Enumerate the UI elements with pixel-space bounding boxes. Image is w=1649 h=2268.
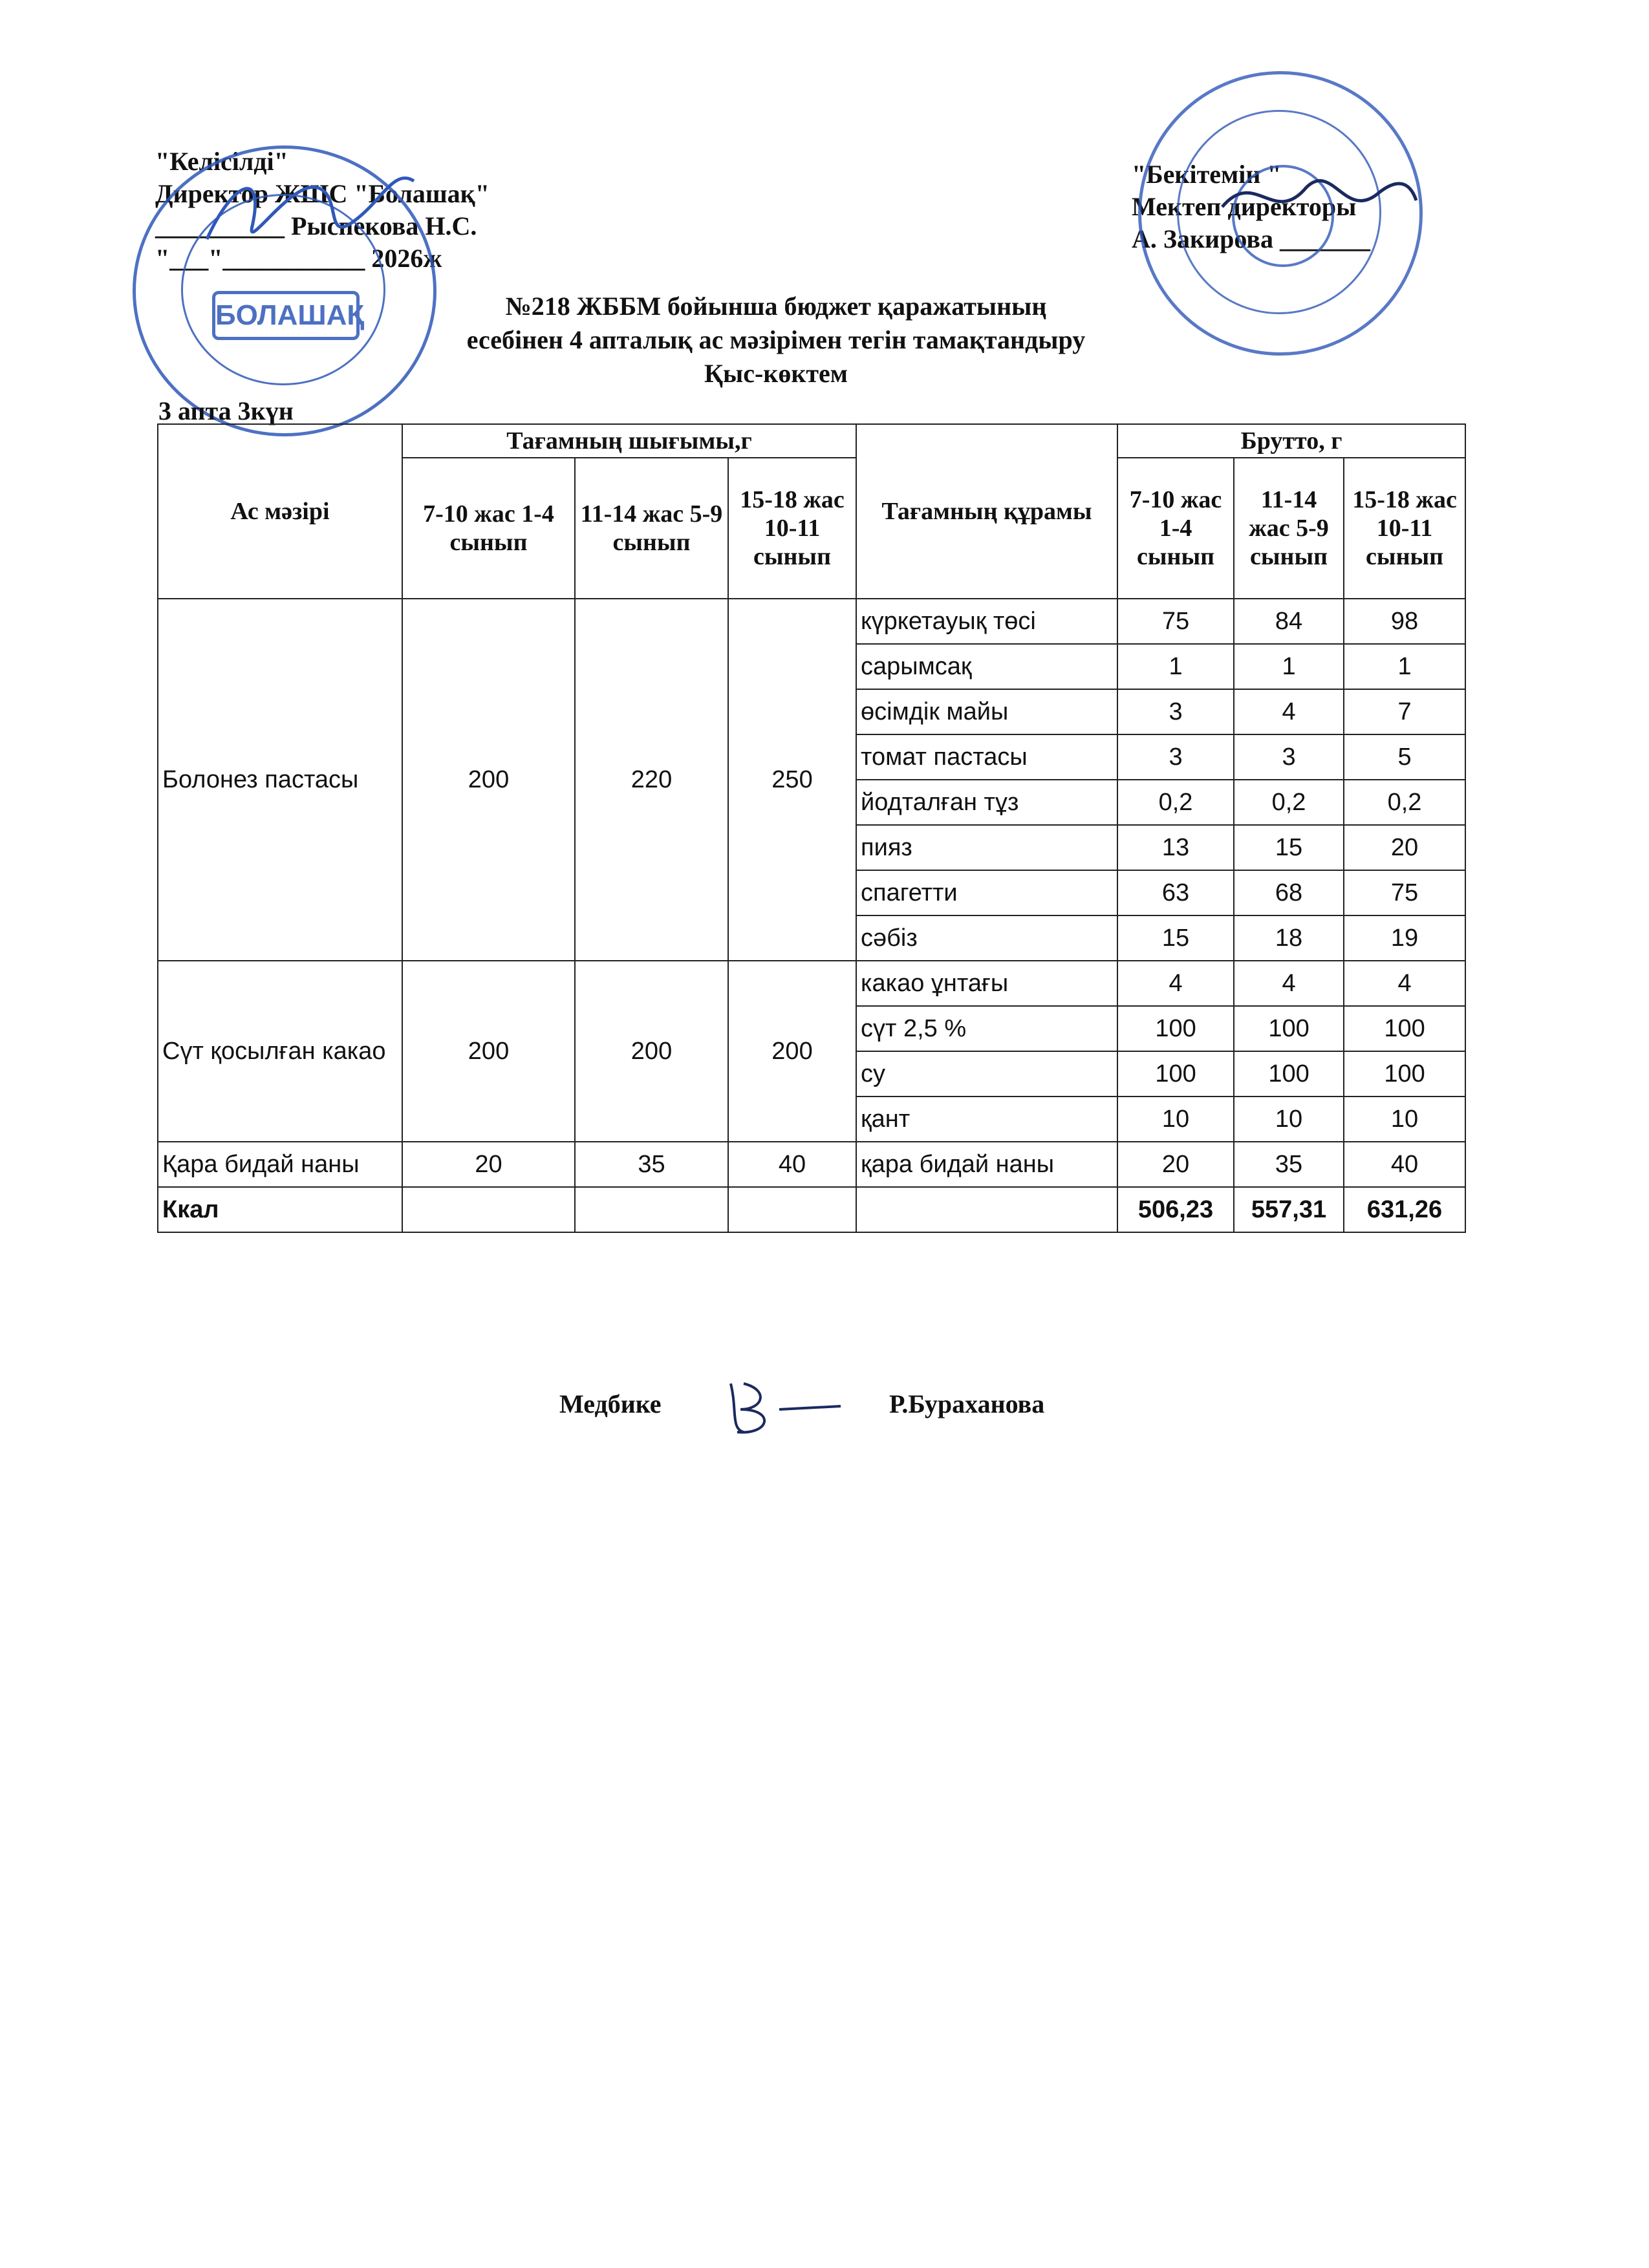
- dish-output-age2: 35: [575, 1142, 728, 1187]
- ingredient-row: [158, 599, 1465, 644]
- director-name: __________ Рыспекова Н.С.: [155, 211, 477, 241]
- dish-output-age1: 20: [402, 1142, 575, 1187]
- ingredient-brutto-age2: 100: [1234, 1006, 1344, 1051]
- header-brutto-age3: 15-18 жас 10-11 сынып: [1344, 458, 1465, 599]
- ingredient-name: йодталған тұз: [856, 780, 1117, 825]
- ingredient-brutto-age3: 75: [1344, 870, 1465, 915]
- ingredient-brutto-age1: 13: [1117, 825, 1234, 870]
- ingredient-brutto-age1: 20: [1117, 1142, 1234, 1187]
- ingredient-brutto-age2: 100: [1234, 1051, 1344, 1097]
- dish-output-age2: 220: [575, 599, 728, 961]
- dish-output-age3: 250: [728, 599, 856, 961]
- ingredient-brutto-age2: 15: [1234, 825, 1344, 870]
- ingredient-brutto-age2: 84: [1234, 599, 1344, 644]
- ingredient-brutto-age2: 10: [1234, 1097, 1344, 1142]
- approve-label: "Бекітемін ": [1132, 160, 1282, 189]
- kcal-empty-cell: [856, 1187, 1117, 1232]
- ingredient-brutto-age1: 100: [1117, 1051, 1234, 1097]
- ingredient-brutto-age1: 4: [1117, 961, 1234, 1006]
- ingredient-brutto-age3: 1: [1344, 644, 1465, 689]
- ingredient-name: өсімдік майы: [856, 689, 1117, 734]
- kcal-empty-cell: [728, 1187, 856, 1232]
- dish-name: Қара бидай наны: [158, 1142, 402, 1187]
- ingredient-brutto-age3: 98: [1344, 599, 1465, 644]
- nurse-signature: [718, 1371, 847, 1442]
- ingredient-brutto-age3: 100: [1344, 1006, 1465, 1051]
- ingredient-brutto-age2: 4: [1234, 689, 1344, 734]
- ingredient-name: қант: [856, 1097, 1117, 1142]
- menu-table: [157, 423, 1466, 1233]
- ingredient-name: су: [856, 1051, 1117, 1097]
- dish-name: Болонез пастасы: [158, 599, 402, 961]
- ingredient-name: пияз: [856, 825, 1117, 870]
- dish-output-age3: 40: [728, 1142, 856, 1187]
- kcal-value-age3: 631,26: [1344, 1187, 1465, 1232]
- approval-date: "___"___________ 2026ж: [155, 244, 442, 273]
- week-day-label: 3 апта 3күн: [158, 396, 294, 425]
- header-output-age2: 11-14 жас 5-9 сынып: [575, 458, 728, 599]
- document-title: [362, 290, 1190, 390]
- ingredient-brutto-age3: 4: [1344, 961, 1465, 1006]
- ingredient-brutto-age2: 18: [1234, 915, 1344, 961]
- ingredient-brutto-age2: 35: [1234, 1142, 1344, 1187]
- ingredient-brutto-age1: 1: [1117, 644, 1234, 689]
- ingredient-name: күркетауық төсі: [856, 599, 1117, 644]
- header-menu: Ас мәзірі: [158, 424, 402, 599]
- school-director-title: Мектеп директоры: [1132, 192, 1357, 221]
- ingredient-brutto-age3: 100: [1344, 1051, 1465, 1097]
- nurse-label: Медбике: [559, 1389, 662, 1418]
- ingredient-brutto-age3: 5: [1344, 734, 1465, 780]
- ingredient-row: [158, 1142, 1465, 1187]
- header-brutto-group: Брутто, г: [1117, 424, 1465, 458]
- header-composition: Тағамның құрамы: [856, 424, 1117, 599]
- school-director-name: А. Закирова _______: [1132, 224, 1370, 253]
- ingredient-name: қара бидай наны: [856, 1142, 1117, 1187]
- menu-table-body: [158, 599, 1465, 1187]
- ingredient-name: сүт 2,5 %: [856, 1006, 1117, 1051]
- ingredient-name: сәбіз: [856, 915, 1117, 961]
- ingredient-brutto-age3: 0,2: [1344, 780, 1465, 825]
- ingredient-brutto-age1: 10: [1117, 1097, 1234, 1142]
- title-line-3: Қыс-көктем: [704, 359, 848, 388]
- ingredient-brutto-age1: 15: [1117, 915, 1234, 961]
- header-brutto-age1: 7-10 жас 1-4 сынып: [1117, 458, 1234, 599]
- nurse-name: Р.Бураханова: [889, 1389, 1045, 1418]
- kcal-value-age2: 557,31: [1234, 1187, 1344, 1232]
- ingredient-brutto-age2: 68: [1234, 870, 1344, 915]
- dish-output-age3: 200: [728, 961, 856, 1142]
- kcal-empty-cell: [575, 1187, 728, 1232]
- header-brutto-age2: 11-14 жас 5-9 сынып: [1234, 458, 1344, 599]
- ingredient-brutto-age3: 7: [1344, 689, 1465, 734]
- ingredient-brutto-age2: 0,2: [1234, 780, 1344, 825]
- ingredient-brutto-age1: 0,2: [1117, 780, 1234, 825]
- ingredient-brutto-age3: 20: [1344, 825, 1465, 870]
- school-director-signature: [1216, 149, 1423, 252]
- ingredient-brutto-age1: 75: [1117, 599, 1234, 644]
- agreed-label: "Келісілді": [155, 147, 288, 176]
- ingredient-brutto-age1: 3: [1117, 734, 1234, 780]
- director-signature: [194, 142, 427, 284]
- ingredient-name: какао ұнтағы: [856, 961, 1117, 1006]
- director-title: Директор ЖШС "Болашақ": [155, 179, 490, 208]
- title-line-2: есебінен 4 апталық ас мәзірімен тегін тамақтандыру: [466, 325, 1086, 354]
- kcal-label: Ккал: [158, 1187, 402, 1232]
- ingredient-brutto-age2: 1: [1234, 644, 1344, 689]
- ingredient-brutto-age2: 4: [1234, 961, 1344, 1006]
- header-output-age3: 15-18 жас 10-11 сынып: [728, 458, 856, 599]
- ingredient-row: [158, 961, 1465, 1006]
- ingredient-name: спагетти: [856, 870, 1117, 915]
- seal-logo-text: БОЛАШАҚ: [212, 291, 360, 340]
- ingredient-brutto-age3: 40: [1344, 1142, 1465, 1187]
- dish-output-age1: 200: [402, 599, 575, 961]
- title-line-1: №218 ЖББМ бойынша бюджет қаражатының: [505, 292, 1047, 321]
- ingredient-brutto-age2: 3: [1234, 734, 1344, 780]
- header-output-age1: 7-10 жас 1-4 сынып: [402, 458, 575, 599]
- ingredient-brutto-age1: 63: [1117, 870, 1234, 915]
- header-output-group: Тағамның шығымы,г: [402, 424, 856, 458]
- ingredient-brutto-age3: 19: [1344, 915, 1465, 961]
- dish-name: Сүт қосылған какао: [158, 961, 402, 1142]
- ingredient-name: томат пастасы: [856, 734, 1117, 780]
- ingredient-name: сарымсақ: [856, 644, 1117, 689]
- ingredient-brutto-age1: 100: [1117, 1006, 1234, 1051]
- dish-output-age2: 200: [575, 961, 728, 1142]
- kcal-value-age1: 506,23: [1117, 1187, 1234, 1232]
- ingredient-brutto-age1: 3: [1117, 689, 1234, 734]
- kcal-empty-cell: [402, 1187, 575, 1232]
- ingredient-brutto-age3: 10: [1344, 1097, 1465, 1142]
- dish-output-age1: 200: [402, 961, 575, 1142]
